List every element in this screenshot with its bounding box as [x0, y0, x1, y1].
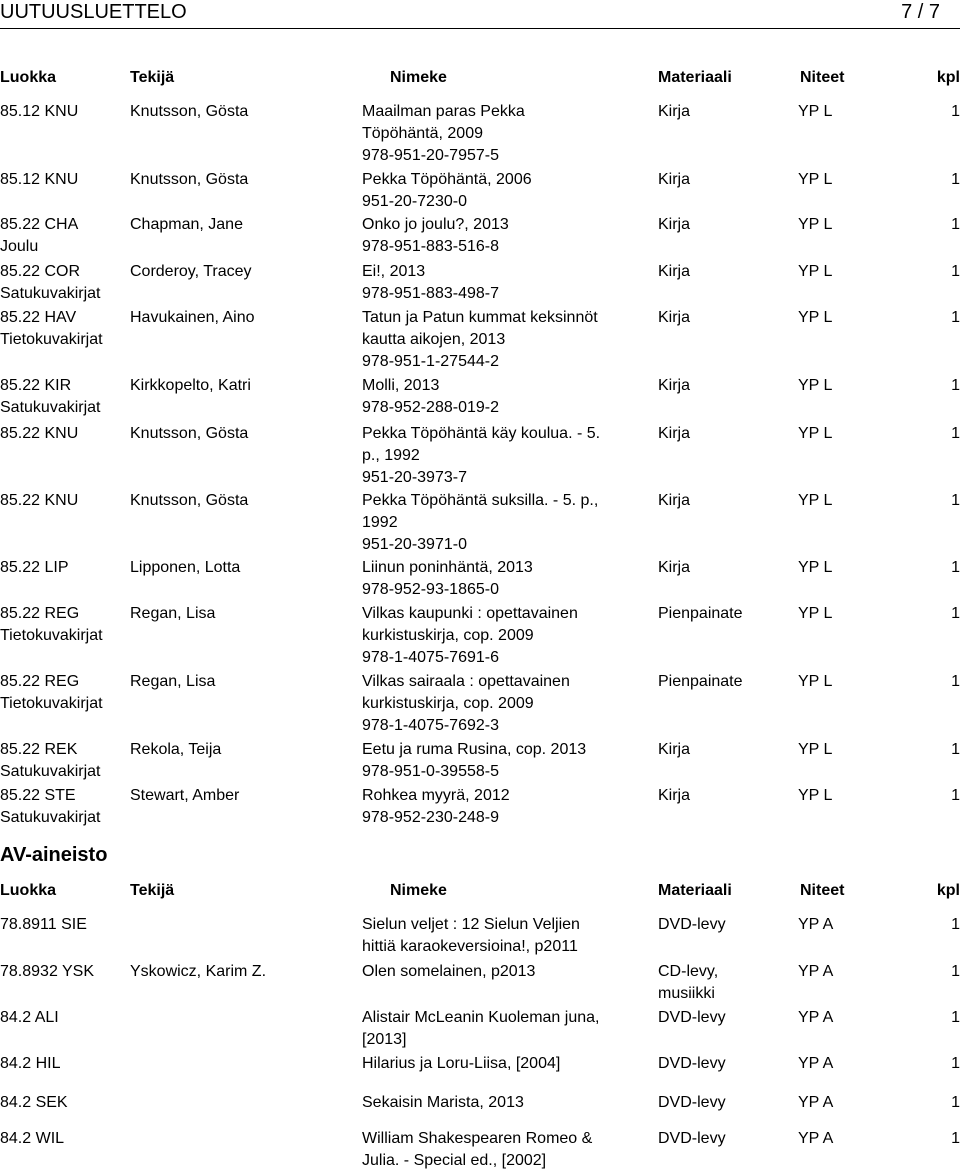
section-title-av: AV-aineisto	[0, 844, 108, 866]
materiaali-cell: Kirja	[658, 492, 691, 509]
niteet-cell: YP A	[798, 963, 834, 980]
tekija-cell: Knutsson, Gösta	[130, 492, 249, 509]
kpl-cell: 1	[951, 559, 960, 576]
luokka-cell: 85.22 STE Satukuvakirjat	[0, 787, 101, 826]
kpl-cell: 1	[951, 216, 960, 233]
col-luokka: Luokka	[0, 69, 57, 86]
tekija-cell: Rekola, Teija	[130, 741, 222, 758]
materiaali-cell: CD-levy, musiikki	[658, 963, 719, 1002]
materiaali-cell: DVD-levy	[658, 1130, 726, 1147]
kpl-cell: 1	[951, 1130, 960, 1147]
page-number: 7 / 7	[901, 1, 940, 23]
materiaali-cell: Kirja	[658, 216, 691, 233]
nimeke-cell: Rohkea myyrä, 2012 978-952-230-248-9	[362, 787, 510, 826]
kpl-cell: 1	[951, 425, 960, 442]
nimeke-cell: Onko jo joulu?, 2013 978-951-883-516-8	[362, 216, 509, 255]
tekija-cell: Chapman, Jane	[130, 216, 243, 233]
tekija-cell: Knutsson, Gösta	[130, 103, 249, 120]
luokka-cell: 85.12 KNU	[0, 103, 79, 120]
nimeke-cell: Vilkas sairaala : opettavainen kurkistuskirja, cop. 2009 978-1-4075-7692-3	[362, 673, 570, 734]
niteet-cell: YP A	[798, 1055, 834, 1072]
materiaali-cell: Kirja	[658, 787, 691, 804]
kpl-cell: 1	[951, 1094, 960, 1111]
tekija-cell: Kirkkopelto, Katri	[130, 377, 251, 394]
kpl-cell: 1	[951, 492, 960, 509]
materiaali-cell: Kirja	[658, 309, 691, 326]
niteet-cell: YP L	[798, 787, 833, 804]
col-niteet: Niteet	[800, 882, 845, 899]
col-tekija: Tekijä	[130, 69, 175, 86]
col-luokka: Luokka	[0, 882, 57, 899]
col-nimeke: Nimeke	[390, 69, 447, 86]
niteet-cell: YP L	[798, 559, 833, 576]
nimeke-cell: Hilarius ja Loru-Liisa, [2004]	[362, 1055, 561, 1072]
niteet-cell: YP L	[798, 425, 833, 442]
kpl-cell: 1	[951, 1055, 960, 1072]
col-materiaali: Materiaali	[658, 69, 732, 86]
materiaali-cell: DVD-levy	[658, 1009, 726, 1026]
luokka-cell: 85.12 KNU	[0, 171, 79, 188]
niteet-cell: YP L	[798, 741, 833, 758]
tekija-cell: Knutsson, Gösta	[130, 425, 249, 442]
materiaali-cell: Kirja	[658, 377, 691, 394]
nimeke-cell: Pekka Töpöhäntä käy koulua. - 5. p., 1992 951-20-3973-7	[362, 425, 601, 486]
kpl-cell: 1	[951, 263, 960, 280]
luokka-cell: 78.8911 SIE	[0, 916, 87, 933]
niteet-cell: YP L	[798, 263, 833, 280]
nimeke-cell: Maailman paras Pekka Töpöhäntä, 2009 978-951-20-7957-5	[362, 103, 525, 164]
materiaali-cell: Kirja	[658, 263, 691, 280]
luokka-cell: 84.2 ALI	[0, 1009, 59, 1026]
kpl-cell: 1	[951, 309, 960, 326]
niteet-cell: YP L	[798, 605, 833, 622]
materiaali-cell: Kirja	[658, 171, 691, 188]
nimeke-cell: Olen somelainen, p2013	[362, 963, 536, 980]
nimeke-cell: Tatun ja Patun kummat keksinnöt kautta aikojen, 2013 978-951-1-27544-2	[362, 309, 598, 370]
nimeke-cell: Molli, 2013 978-952-288-019-2	[362, 377, 499, 416]
tekija-cell: Stewart, Amber	[130, 787, 240, 804]
nimeke-cell: Sielun veljet : 12 Sielun Veljien hittiä karaokeversioina!, p2011	[362, 916, 580, 955]
kpl-cell: 1	[951, 741, 960, 758]
niteet-cell: YP L	[798, 171, 833, 188]
col-nimeke: Nimeke	[390, 882, 447, 899]
tekija-cell: Yskowicz, Karim Z.	[130, 963, 267, 980]
luokka-cell: 85.22 KNU	[0, 425, 79, 442]
tekija-cell: Regan, Lisa	[130, 605, 216, 622]
kpl-cell: 1	[951, 103, 960, 120]
materiaali-cell: Pienpainate	[658, 673, 743, 690]
tekija-cell: Lipponen, Lotta	[130, 559, 241, 576]
nimeke-cell: Sekaisin Marista, 2013	[362, 1094, 524, 1111]
tekija-cell: Regan, Lisa	[130, 673, 216, 690]
luokka-cell: 78.8932 YSK	[0, 963, 95, 980]
col-tekija: Tekijä	[130, 882, 175, 899]
kpl-cell: 1	[951, 963, 960, 980]
materiaali-cell: DVD-levy	[658, 1094, 726, 1111]
tekija-cell: Knutsson, Gösta	[130, 171, 249, 188]
luokka-cell: 85.22 REK Satukuvakirjat	[0, 741, 101, 780]
luokka-cell: 85.22 COR Satukuvakirjat	[0, 263, 101, 302]
kpl-cell: 1	[951, 916, 960, 933]
page-title: UUTUUSLUETTELO	[0, 1, 187, 23]
kpl-cell: 1	[951, 787, 960, 804]
col-materiaali: Materiaali	[658, 882, 732, 899]
materiaali-cell: Kirja	[658, 103, 691, 120]
nimeke-cell: Alistair McLeanin Kuoleman juna, [2013]	[362, 1009, 600, 1048]
niteet-cell: YP A	[798, 916, 834, 933]
materiaali-cell: DVD-levy	[658, 1055, 726, 1072]
luokka-cell: 85.22 KNU	[0, 492, 79, 509]
kpl-cell: 1	[951, 171, 960, 188]
nimeke-cell: William Shakespearen Romeo & Julia. - Special ed., [2002]	[362, 1130, 593, 1169]
luokka-cell: 85.22 LIP	[0, 559, 69, 576]
niteet-cell: YP L	[798, 309, 833, 326]
nimeke-cell: Liinun poninhäntä, 2013 978-952-93-1865-0	[362, 559, 533, 598]
col-kpl: kpl	[936, 882, 960, 899]
nimeke-cell: Eetu ja ruma Rusina, cop. 2013 978-951-0-39558-5	[362, 741, 587, 780]
nimeke-cell: Ei!, 2013 978-951-883-498-7	[362, 263, 499, 302]
luokka-cell: 85.22 CHA Joulu	[0, 216, 79, 255]
kpl-cell: 1	[951, 377, 960, 394]
niteet-cell: YP A	[798, 1130, 834, 1147]
materiaali-cell: Kirja	[658, 425, 691, 442]
kpl-cell: 1	[951, 673, 960, 690]
kpl-cell: 1	[951, 1009, 960, 1026]
niteet-cell: YP L	[798, 492, 833, 509]
niteet-cell: YP L	[798, 216, 833, 233]
luokka-cell: 85.22 KIR Satukuvakirjat	[0, 377, 101, 416]
luokka-cell: 84.2 WIL	[0, 1130, 65, 1147]
niteet-cell: YP L	[798, 103, 833, 120]
luokka-cell: 85.22 HAV Tietokuvakirjat	[0, 309, 103, 348]
materiaali-cell: DVD-levy	[658, 916, 726, 933]
tekija-cell: Havukainen, Aino	[130, 309, 255, 326]
col-kpl: kpl	[936, 69, 960, 86]
niteet-cell: YP A	[798, 1009, 834, 1026]
niteet-cell: YP L	[798, 673, 833, 690]
niteet-cell: YP L	[798, 377, 833, 394]
header-divider	[0, 28, 960, 29]
kpl-cell: 1	[951, 605, 960, 622]
materiaali-cell: Pienpainate	[658, 605, 743, 622]
nimeke-cell: Vilkas kaupunki : opettavainen kurkistuskirja, cop. 2009 978-1-4075-7691-6	[362, 605, 578, 666]
luokka-cell: 84.2 HIL	[0, 1055, 61, 1072]
materiaali-cell: Kirja	[658, 559, 691, 576]
nimeke-cell: Pekka Töpöhäntä suksilla. - 5. p., 1992 951-20-3971-0	[362, 492, 599, 553]
nimeke-cell: Pekka Töpöhäntä, 2006 951-20-7230-0	[362, 171, 532, 210]
materiaali-cell: Kirja	[658, 741, 691, 758]
niteet-cell: YP A	[798, 1094, 834, 1111]
tekija-cell: Corderoy, Tracey	[130, 263, 252, 280]
col-niteet: Niteet	[800, 69, 845, 86]
luokka-cell: 84.2 SEK	[0, 1094, 68, 1111]
luokka-cell: 85.22 REG Tietokuvakirjat	[0, 673, 103, 712]
luokka-cell: 85.22 REG Tietokuvakirjat	[0, 605, 103, 644]
